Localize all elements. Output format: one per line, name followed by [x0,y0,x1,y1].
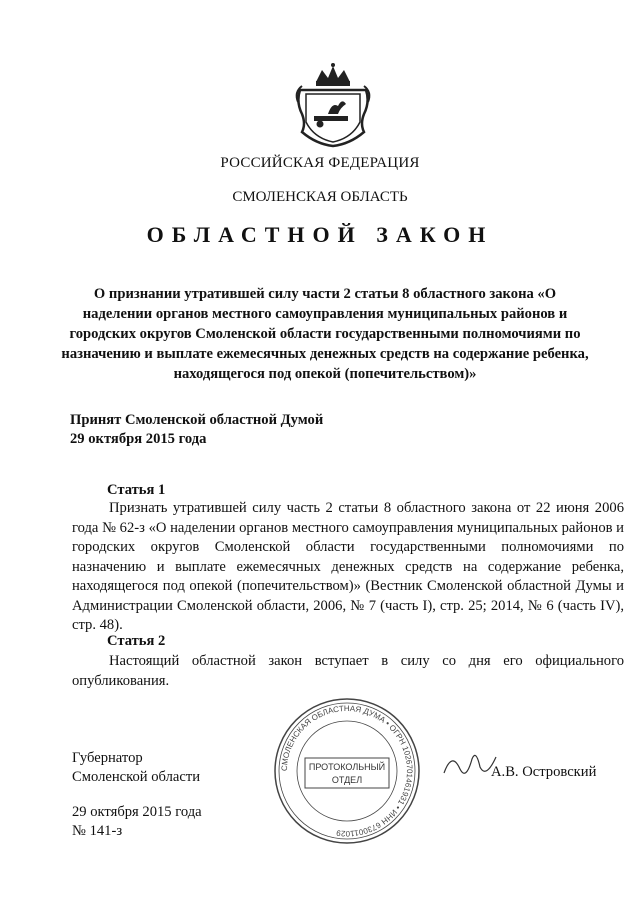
adoption-date: 29 октября 2015 года [70,431,207,447]
position-line-1: Губернатор [72,750,143,766]
article-2-text: Настоящий областной закон вступает в силу со дня его официального опубликования. [72,653,624,689]
article-1-heading: Статья 1 [107,482,166,498]
seal-center-line-2: ОТДЕЛ [331,775,363,785]
law-number: № 141-з [72,823,123,839]
adoption-info [70,411,323,449]
signing-date: 29 октября 2015 года [72,804,202,820]
law-title: О признании утратившей силу части 2 статьи 8 областного закона «О наделении органов местного самоуправления муниципальных районов и городских округов Смоленской области государственными полномочиями по назначению и выплате ежемесячных денежных средств на содержание ребенка, находящегося под опекой (попечительством)» [61,286,589,382]
handwritten-signature [440,745,500,785]
governor-name: А.В. Островский [491,764,597,780]
official-seal [272,696,422,846]
country-name: РОССИЙСКАЯ ФЕДЕРАЦИЯ [220,155,420,171]
region-name: СМОЛЕНСКАЯ ОБЛАСТЬ [232,189,408,205]
signatory-position [72,749,200,787]
seal-center-line-1: ПРОТОКОЛЬНЫЙ [308,762,386,772]
adoption-body: Принят Смоленской областной Думой [70,412,324,428]
coat-of-arms-emblem [292,62,374,148]
seal-outer-text: СМОЛЕНСКАЯ ОБЛАСТНАЯ ДУМА • ОГРН 1026701461931 • ИНН 6730011029 [279,703,415,839]
document-type: ОБЛАСТНОЙ ЗАКОН [146,222,494,247]
signing-details [72,803,202,841]
article-2-heading: Статья 2 [107,633,166,649]
article-1-text: Признать утратившей силу часть 2 статьи 8 областного закона от 22 июня 2006 года № 62-з «О наделении органов местного самоуправления муниципальных районов и городских округов Смоленской области государственными полномочиями по назначению и выплате ежемесячных денежных средств на содержание ребенка, находящегося под опекой (попечительством)» (Вестник Смоленской областной Думы и Администрации Смоленской области, 2006, № 7 (часть I), стр. 25; 2014, № 6 (часть IV), стр. 48). [72,500,624,633]
position-line-2: Смоленской области [72,769,201,785]
